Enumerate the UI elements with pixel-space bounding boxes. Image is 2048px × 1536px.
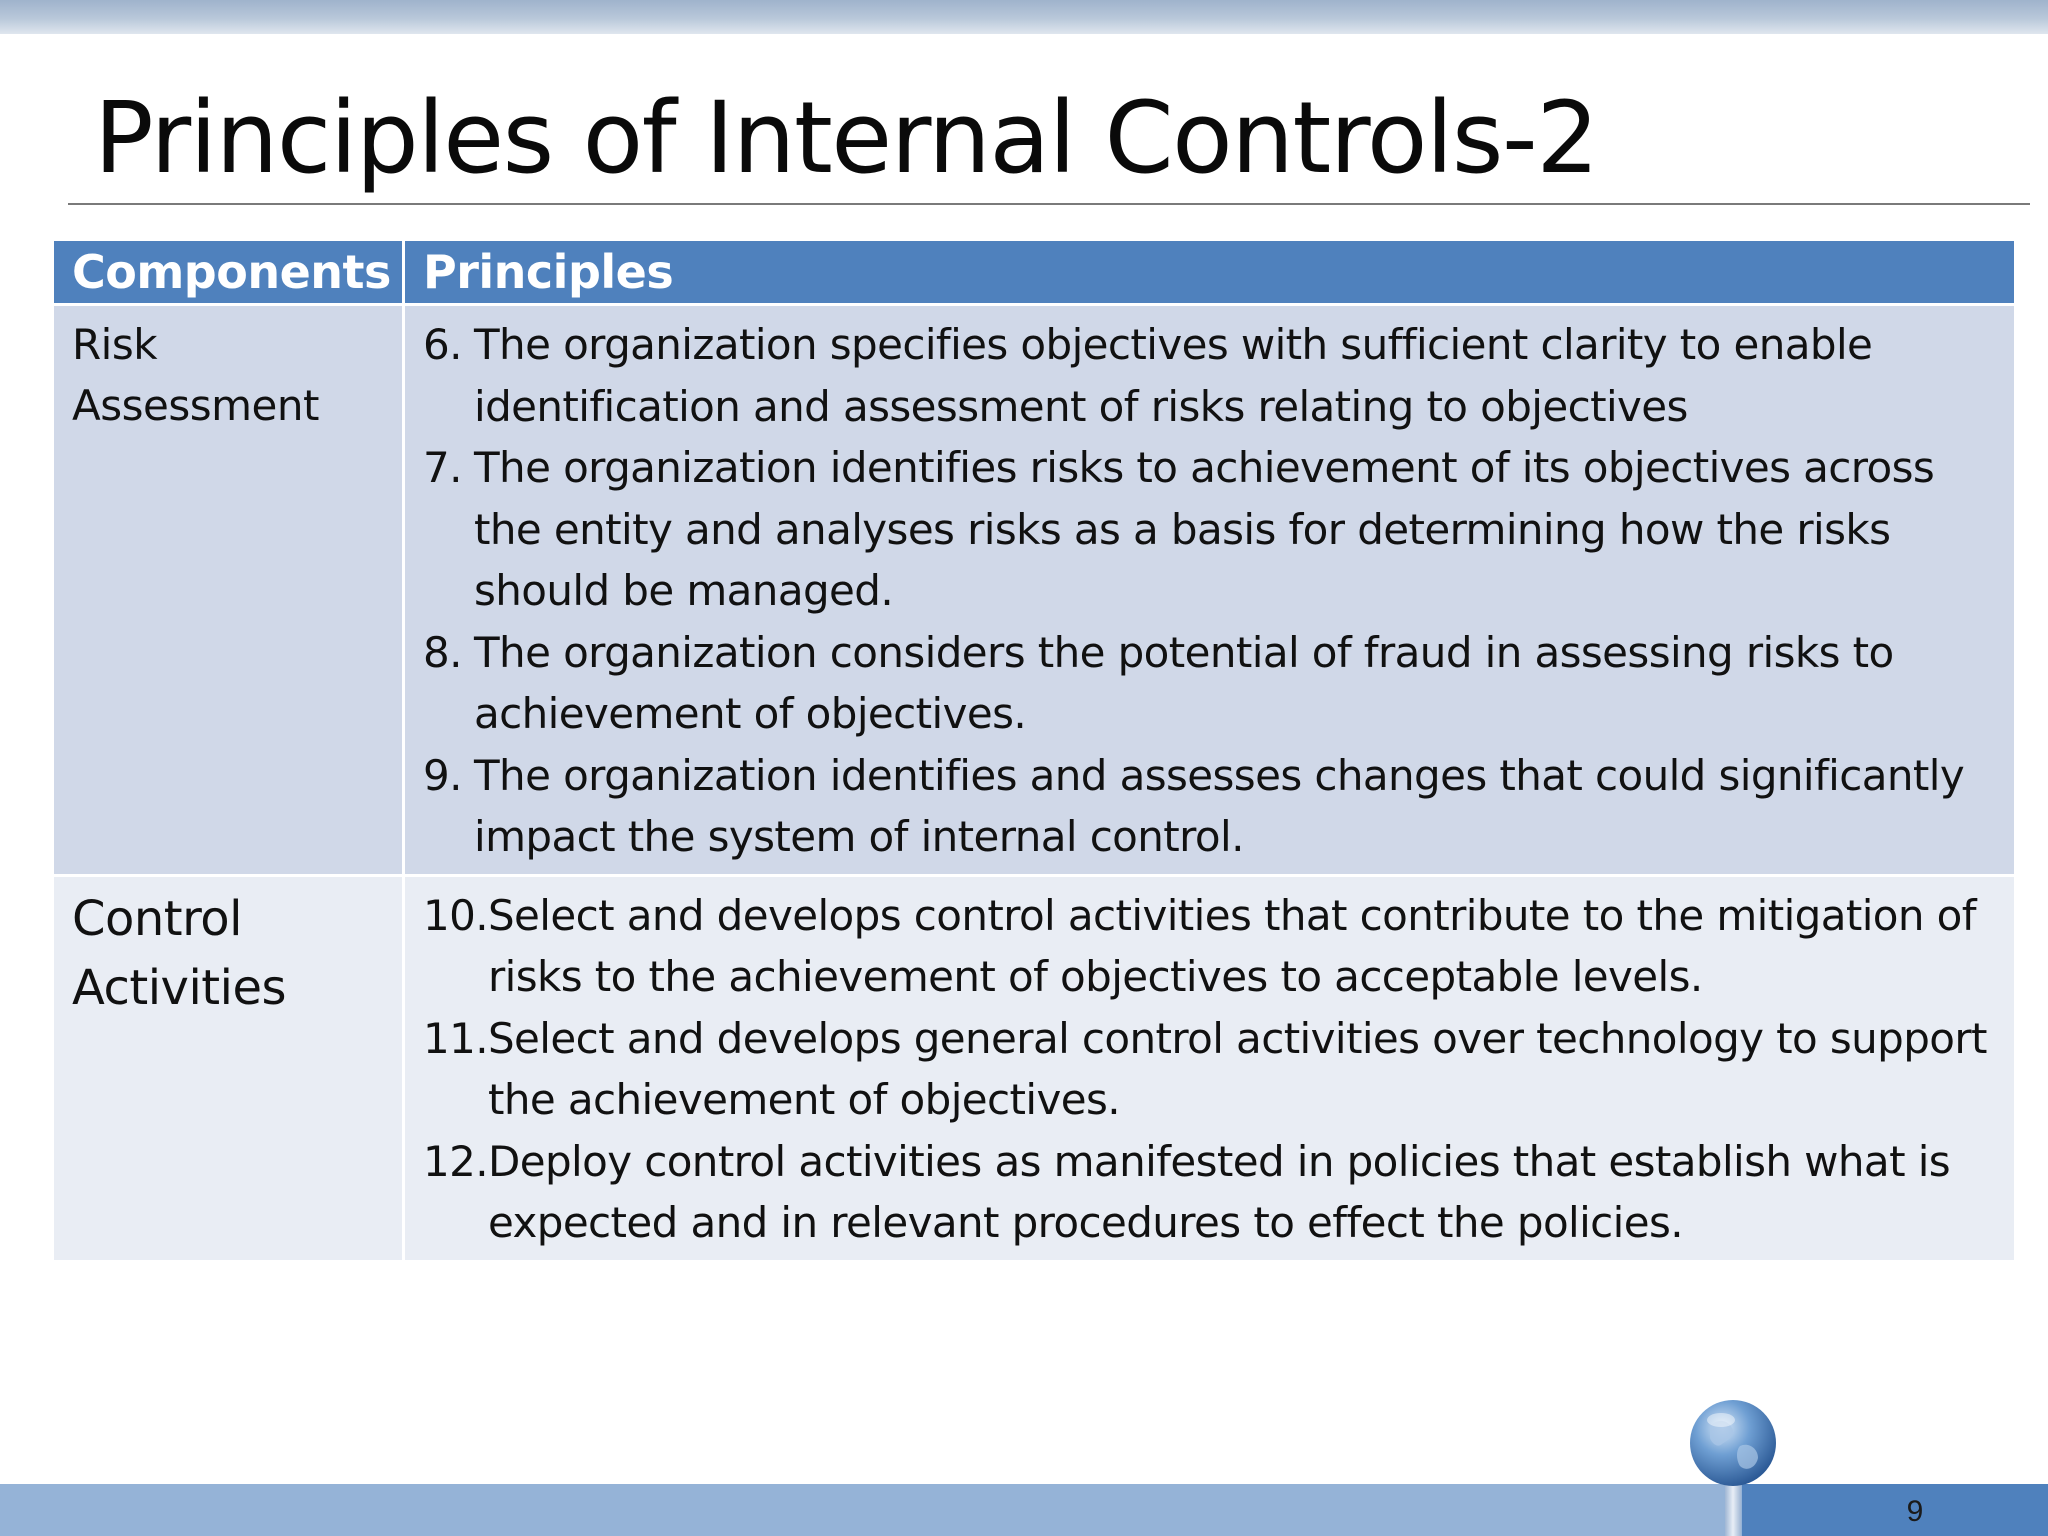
principle-text: The organization identifies and assesses changes that could significantly impact the system of internal control.: [474, 750, 1965, 861]
header-components: Components: [53, 240, 404, 305]
header-principles: Principles: [404, 240, 2016, 305]
principle-text: The organization identifies risks to achievement of its objectives across the entity and analyses risks as a basis for determining how the risks should be managed.: [474, 443, 1935, 615]
principle-item: [423, 314, 1996, 437]
component-label-line: Risk: [72, 320, 158, 369]
principle-text: The organization specifies objectives with sufficient clarity to enable identification and assessment of risks relating to objectives: [474, 320, 1873, 431]
principle-item: [423, 745, 1996, 868]
component-label-line: Control: [72, 890, 243, 947]
principle-text: Deploy control activities as manifested in policies that establish what is expected and in relevant procedures to effect the policies.: [488, 1136, 1951, 1247]
principle-text: The organization considers the potential of fraud in assessing risks to achievement of objectives.: [474, 627, 1894, 738]
component-cell: [53, 875, 404, 1261]
component-label-line: Activities: [72, 959, 286, 1016]
principle-number: 11.: [423, 1013, 488, 1063]
principle-number: 7.: [423, 443, 462, 492]
principle-item: [423, 1008, 1996, 1131]
principle-number: 8.: [423, 627, 462, 677]
principles-table: [51, 238, 2017, 1263]
component-label-line: Assessment: [72, 381, 319, 430]
globe-icon: [1688, 1398, 1778, 1536]
principle-number: 12.: [423, 1136, 488, 1186]
principle-item: [423, 885, 1996, 1008]
principle-item: [423, 622, 1996, 745]
principle-item: [423, 437, 1996, 622]
table-row-control-activities: [53, 875, 2016, 1261]
component-cell: [53, 305, 404, 876]
top-decorative-band: [0, 0, 2048, 34]
table-header-row: [53, 240, 2016, 305]
title-divider: [68, 203, 2030, 205]
footer-band: [0, 1484, 1742, 1536]
table-row-risk-assessment: [53, 305, 2016, 876]
principle-list: [423, 314, 1996, 868]
principles-cell: [404, 305, 2016, 876]
principle-list: [423, 885, 1996, 1254]
principle-text: Select and develops general control activities over technology to support the achievement of objectives.: [488, 1013, 1987, 1124]
principle-text: Select and develops control activities that contribute to the mitigation of risks to the achievement of objectives to acceptable levels.: [488, 890, 1976, 1001]
slide-title: Principles of Internal Controls-2: [94, 81, 1598, 196]
principle-item: [423, 1131, 1996, 1254]
principle-number: 10.: [423, 890, 488, 940]
principles-cell: [404, 875, 2016, 1261]
principle-number: 9.: [423, 750, 462, 800]
page-number: 9: [1906, 1495, 1924, 1528]
principle-number: 6.: [423, 320, 462, 369]
